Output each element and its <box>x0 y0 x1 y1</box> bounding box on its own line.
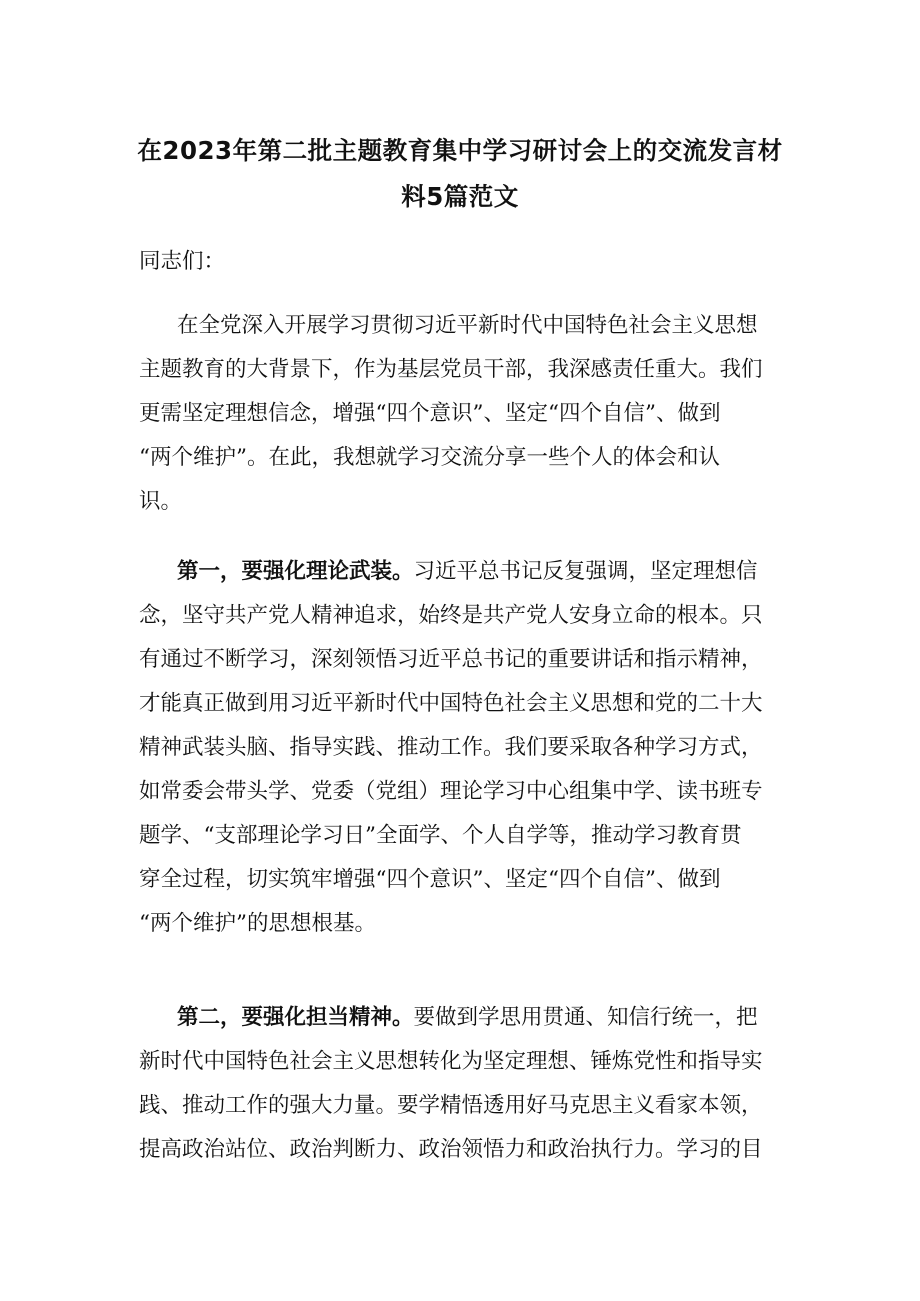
paragraph-line: 如常委会带头学、党委（党组）理论学习中心组集中学、读书班专 <box>139 779 763 804</box>
paragraph-line: “两个维护”。在此，我想就学习交流分享一些个人的体会和认 <box>139 445 720 470</box>
paragraph-line-text: 要做到学思用贯通、知信行统一，把 <box>413 1005 758 1030</box>
paragraph-line: 才能真正做到用习近平新时代中国特色社会主义思想和党的二十大 <box>139 691 763 716</box>
paragraph-line-text: 习近平总书记反复强调，坚定理想信 <box>413 559 758 584</box>
paragraph-lead-heading: 第一，要强化理论武装。 <box>177 559 414 584</box>
paragraph-line: 精神武装头脑、指导实践、推动工作。我们要采取各种学习方式， <box>139 735 763 760</box>
paragraph-line: 提高政治站位、政治判断力、政治领悟力和政治执行力。学习的目 <box>139 1137 763 1162</box>
paragraph-line: 穿全过程，切实筑牢增强“四个意识”、坚定“四个自信”、做到 <box>139 867 721 892</box>
paragraph-line: 题学、“支部理论学习日”全面学、个人自学等，推动学习教育贯 <box>139 823 742 848</box>
paragraph-line: 识。 <box>139 489 183 514</box>
paragraph-line: 更需坚定理想信念，增强“四个意识”、坚定“四个自信”、做到 <box>139 401 721 426</box>
paragraph-line: 践、推动工作的强大力量。要学精悟透用好马克思主义看家本领， <box>139 1093 763 1118</box>
paragraph-intro <box>139 304 779 524</box>
document-title <box>120 128 800 220</box>
salutation: 同志们： <box>139 249 226 274</box>
paragraph-line: 在全党深入开展学习贯彻习近平新时代中国特色社会主义思想 <box>177 313 758 338</box>
paragraph-line: 主题教育的大背景下，作为基层党员干部，我深感责任重大。我们 <box>139 357 763 382</box>
title-line: 在2023年第二批主题教育集中学习研讨会上的交流发言材 <box>137 136 783 165</box>
paragraph-line: “两个维护”的思想根基。 <box>139 911 376 936</box>
paragraph-first-point <box>139 550 779 946</box>
paragraph-line: 有通过不断学习，深刻领悟习近平总书记的重要讲话和指示精神， <box>139 647 763 672</box>
paragraph-second-point <box>139 996 779 1172</box>
title-line: 料5篇范文 <box>401 182 519 211</box>
paragraph-line: 新时代中国特色社会主义思想转化为坚定理想、锤炼党性和指导实 <box>139 1049 763 1074</box>
paragraph-line: 念，坚守共产党人精神追求，始终是共产党人安身立命的根本。只 <box>139 603 763 628</box>
paragraph-lead-heading: 第二，要强化担当精神。 <box>177 1005 414 1030</box>
paragraph-line <box>139 996 779 1040</box>
paragraph-line <box>139 550 779 594</box>
